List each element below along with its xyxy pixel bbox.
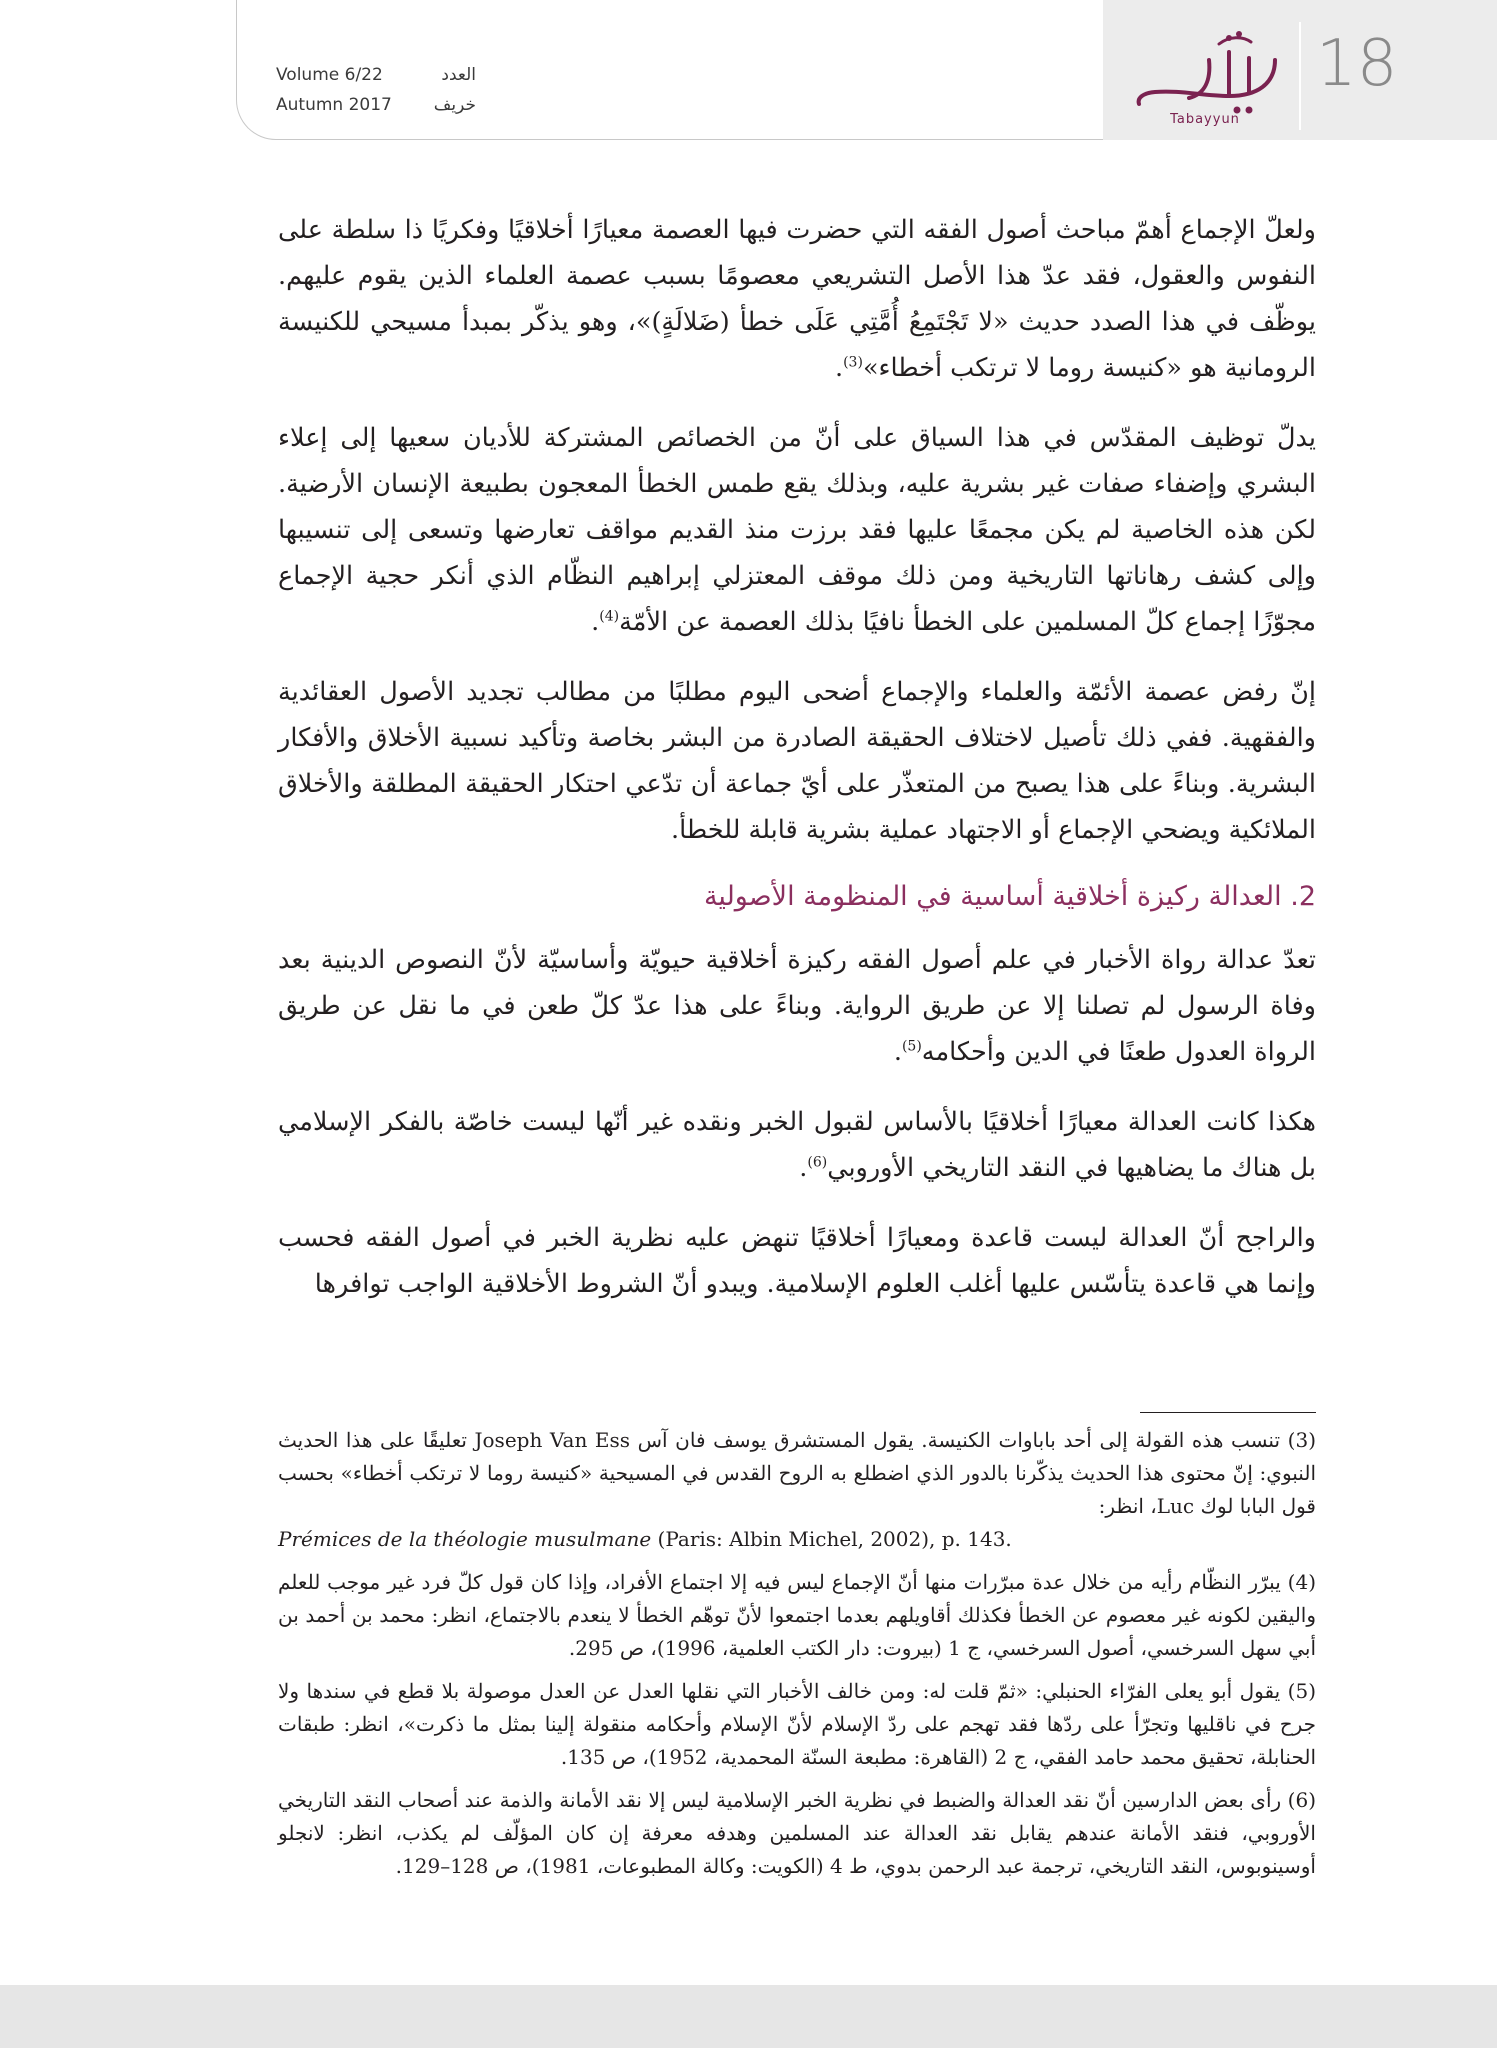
paragraph-3-text: إنّ رفض عصمة الأئمّة والعلماء والإجماع أضحى اليوم مطلبًا من مطالب تجديد الأصول العقائدية والفقهية. ففي ذلك تأصيل لاختلاف الحقيقة الصادرة من البشر بخاصة وتأكيد نسبية الأخلاق والأفكار البشرية. وبناءً على هذا يصبح من المتعذّر على أيّ جماعة أن تدّعي احتكار الحقيقة المطلقة والأخلاق الملائكية ويضحي الإجماع أو الاجتهاد عملية بشرية قابلة للخطأ. xyxy=(278,677,1316,845)
paragraph-6 xyxy=(278,1215,1316,1307)
issue-info xyxy=(276,60,476,120)
footnote-3-book-title: Prémices de la théologie musulmane xyxy=(278,1527,652,1551)
footnote-6 xyxy=(278,1784,1316,1883)
logo-latin-text: Tabayyun xyxy=(1170,112,1240,127)
footnote-ref-3[interactable]: (3) xyxy=(843,354,863,371)
footnote-3-number: (3) xyxy=(1287,1428,1316,1452)
paragraph-2-text: يدلّ توظيف المقدّس في هذا السياق على أنّ من الخصائص المشتركة للأديان سعيها إلى إعلاء البشري وإضفاء صفات غير بشرية عليه، وبذلك يقع طمس الخطأ المعجون بطبيعة الإنسان الأرضية. لكن هذه الخاصية لم يكن مجمعًا عليها فقد برزت منذ القديم مواقف تعارضها وتسعى إلى تنسيبها وإلى كشف رهاناتها التاريخية ومن ذلك موقف المعتزلي إبراهيم النظّام الذي أنكر حجية الإجماع مجوّزًا إجماع كلّ المسلمين على الخطأ نافيًا بذلك العصمة عن الأمّة xyxy=(278,423,1316,637)
paragraph-1 xyxy=(278,207,1316,391)
paragraph-6-text: والراجح أنّ العدالة ليست قاعدة ومعيارًا أخلاقيًا تنهض عليه نظرية الخبر في أصول الفقه فحسب وإنما هي قاعدة يتأسّس عليها أغلب العلوم الإسلامية. ويبدو أنّ الشروط الأخلاقية الواجب توافرها xyxy=(278,1223,1316,1299)
footnote-ref-5[interactable]: (5) xyxy=(901,1038,922,1055)
footnote-6-number: (6) xyxy=(1287,1788,1316,1812)
page-number: 18 xyxy=(1316,27,1398,101)
footnote-4-text: يبرّر النظّام رأيه من خلال عدة مبرّرات منها أنّ الإجماع ليس فيه إلا اجتماع الأفراد، وإذا كان قول كلّ فرد غير موجب للعلم واليقين لكونه غير معصوم عن الخطأ فكذلك أقاويلهم بعدما اجتمعوا لأنّ توهّم الخطأ لا ينعدم بالاجتماع، انظر: محمد بن أحمد بن أبي سهل السرخسي، أصول السرخسي، ج 1 (بيروت: دار الكتب العلمية، 1996)، ص 295. xyxy=(278,1570,1317,1660)
footnote-3 xyxy=(278,1424,1316,1556)
paragraph-4-end: . xyxy=(893,1037,902,1067)
paragraph-1-end: . xyxy=(834,353,844,383)
paragraph-5 xyxy=(278,1099,1316,1191)
footnote-ref-6[interactable]: (6) xyxy=(807,1154,828,1171)
footnote-5-number: (5) xyxy=(1287,1679,1316,1703)
paragraph-5-text: هكذا كانت العدالة معيارًا أخلاقيًا بالأساس لقبول الخبر ونقده غير أنّها ليست خاصّة بالفكر الإسلامي بل هناك ما يضاهيها في النقد التاريخي الأوروبي xyxy=(278,1107,1316,1183)
footnote-3-citation xyxy=(278,1523,1316,1556)
footnote-6-text: رأى بعض الدارسين أنّ نقد العدالة والضبط في نظرية الخبر الإسلامية ليس إلا نقد الأمانة والذمة عند أصحاب النقد التاريخي الأوروبي، فنقد الأمانة عندهم يقابل نقد العدالة عند المسلمين وهدفه معرفة إن كان المؤلّف لم يكذب، انظر: لانجلو أوسينوبوس، النقد التاريخي، ترجمة عبد الرحمن بدوي، ط 4 (الكويت: وكالة المطبوعات، 1981)، ص 128–129. xyxy=(278,1788,1316,1878)
section-heading: 2. العدالة ركيزة أخلاقية أساسية في المنظومة الأصولية xyxy=(703,881,1316,912)
footnote-5-text: يقول أبو يعلى الفرّاء الحنبلي: «ثمّ قلت له: ومن خالف الأخبار التي نقلها العدل عن العدل موصولة بلا قطع في سندها ولا جرح في ناقليها وتجرّأ على ردّها فقد تهجم على ردّ الإسلام لأنّ الإسلام وأحكامه منقولة إلينا بمثل ما ذكرت»، انظر: طبقات الحنابلة، تحقيق محمد حامد الفقي، ج 2 (القاهرة: مطبعة السنّة المحمدية، 1952)، ص 135. xyxy=(278,1679,1317,1769)
issue-label-ar: العدد xyxy=(441,65,476,85)
footnote-3-text: تنسب هذه القولة إلى أحد باباوات الكنيسة. يقول المستشرق يوسف فان آس Joseph Van Ess تعليقًا على هذا الحديث النبوي: إنّ محتوى هذا الحديث يذكّرنا بالدور الذي اضطلع به الروح القدس في المسيحية «كنيسة روما لا ترتكب أخطاء» بحسب قول البابا لوك Luc، انظر: xyxy=(278,1428,1316,1518)
footnote-5 xyxy=(278,1675,1316,1774)
paragraph-3 xyxy=(278,669,1316,853)
footnote-ref-4[interactable]: (4) xyxy=(599,608,620,625)
paragraph-2-end: . xyxy=(591,607,600,637)
paragraph-4 xyxy=(278,937,1316,1075)
paragraph-4-text: تعدّ عدالة رواة الأخبار في علم أصول الفقه ركيزة أخلاقية حيويّة وأساسيّة لأنّ النصوص الدينية بعد وفاة الرسول لم تصلنا إلا عن طريق الرواية. وبناءً على هذا عدّ كلّ طعن في ما نقل عن طريق الرواة العدول طعنًا في الدين وأحكامه xyxy=(278,945,1316,1067)
paragraph-5-end: . xyxy=(799,1153,808,1183)
logo-divider xyxy=(1299,22,1301,130)
footnote-3-publisher: (Paris: Albin Michel, 2002), p. 143. xyxy=(651,1527,1012,1551)
footnote-separator xyxy=(1140,1412,1316,1413)
page-bottom-band xyxy=(0,1985,1497,2048)
paragraph-1-text: ولعلّ الإجماع أهمّ مباحث أصول الفقه التي حضرت فيها العصمة معيارًا أخلاقيًا وفكريًا ذا سلطة على النفوس والعقول، فقد عدّ هذا الأصل التشريعي معصومًا بسبب عصمة العلماء الذين يقوم عليهم. يوظّف في هذا الصدد حديث «لا تَجْتَمِعُ أُمَّتِي عَلَى خطأ (ضَلالَةٍ)»، وهو يذكّر بمبدأ مسيحي للكنيسة الرومانية هو «كنيسة روما لا ترتكب أخطاء» xyxy=(278,215,1316,383)
footnote-4 xyxy=(278,1566,1316,1665)
season-label-ar: خريف xyxy=(433,95,476,115)
paragraph-2 xyxy=(278,415,1316,645)
season-label: Autumn 2017 xyxy=(276,95,392,115)
article-body xyxy=(278,207,1316,1331)
footnotes xyxy=(278,1424,1316,1893)
volume-label: Volume 6/22 xyxy=(276,65,383,85)
footnote-4-number: (4) xyxy=(1287,1570,1317,1594)
